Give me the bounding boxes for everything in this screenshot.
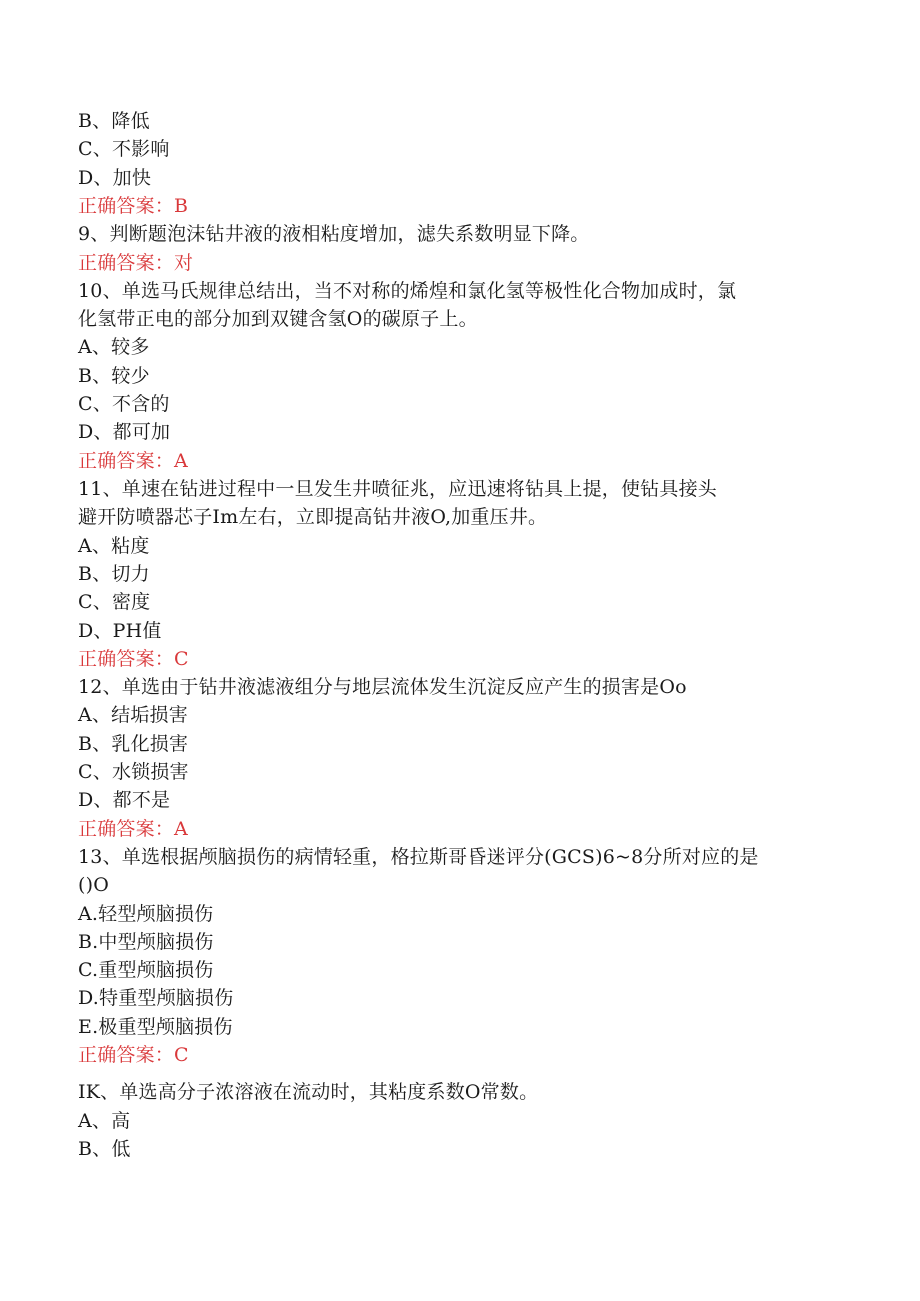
correct-answer: 正确答案：B	[78, 195, 189, 217]
option-line: D、都可加	[78, 421, 171, 443]
option-line: C、不影响	[78, 138, 170, 160]
question-line: 避开防喷器芯子Im左右，立即提高钻井液O,加重压井。	[78, 506, 548, 528]
option-line: A.轻型颅脑损伤	[78, 903, 214, 925]
option-line: B.中型颅脑损伤	[78, 931, 214, 953]
option-line: C、水锁损害	[78, 761, 189, 783]
correct-answer: 正确答案：C	[78, 1044, 189, 1066]
option-line: D、加快	[78, 167, 152, 189]
option-line: A、较多	[78, 336, 150, 358]
question-line: 9、判断题泡沫钻井液的液相粘度增加，滤失系数明显下降。	[78, 223, 590, 245]
question-line: ()O	[78, 874, 110, 896]
option-line: D.特重型颅脑损伤	[78, 987, 234, 1009]
question-line: 13、单选根据颅脑损伤的病情轻重，格拉斯哥昏迷评分(GCS)6~8分所对应的是	[78, 846, 759, 868]
correct-answer: 正确答案：A	[78, 450, 188, 472]
question-line: 化氢带正电的部分加到双键含氢O的碳原子上。	[78, 308, 478, 330]
question-line: 12、单选由于钻井液滤液组分与地层流体发生沉淀反应产生的损害是Oo	[78, 676, 687, 698]
option-line: C、不含的	[78, 393, 170, 415]
correct-answer: 正确答案：A	[78, 818, 188, 840]
option-line: D、都不是	[78, 789, 171, 811]
option-line: D、PH值	[78, 620, 162, 642]
option-line: A、结垢损害	[78, 704, 188, 726]
option-line: B、降低	[78, 110, 150, 132]
correct-answer: 正确答案：对	[78, 252, 194, 274]
option-line: E.极重型颅脑损伤	[78, 1016, 233, 1038]
option-line: B、较少	[78, 365, 150, 387]
question-line: 10、单选马氏规律总结出，当不对称的烯煌和氯化氢等极性化合物加成时，氯	[78, 280, 737, 302]
option-line: B、低	[78, 1138, 131, 1160]
option-line: A、高	[78, 1110, 131, 1132]
correct-answer: 正确答案：C	[78, 648, 189, 670]
option-line: A、粘度	[78, 535, 150, 557]
option-line: B、切力	[78, 563, 150, 585]
question-line: IK、单选高分子浓溶液在流动时，其粘度系数O常数。	[78, 1081, 539, 1103]
option-line: C.重型颅脑损伤	[78, 959, 214, 981]
option-line: C、密度	[78, 591, 151, 613]
option-line: B、乳化损害	[78, 733, 189, 755]
question-line: 11、单速在钻进过程中一旦发生井喷征兆，应迅速将钻具上提，使钻具接头	[78, 478, 717, 500]
